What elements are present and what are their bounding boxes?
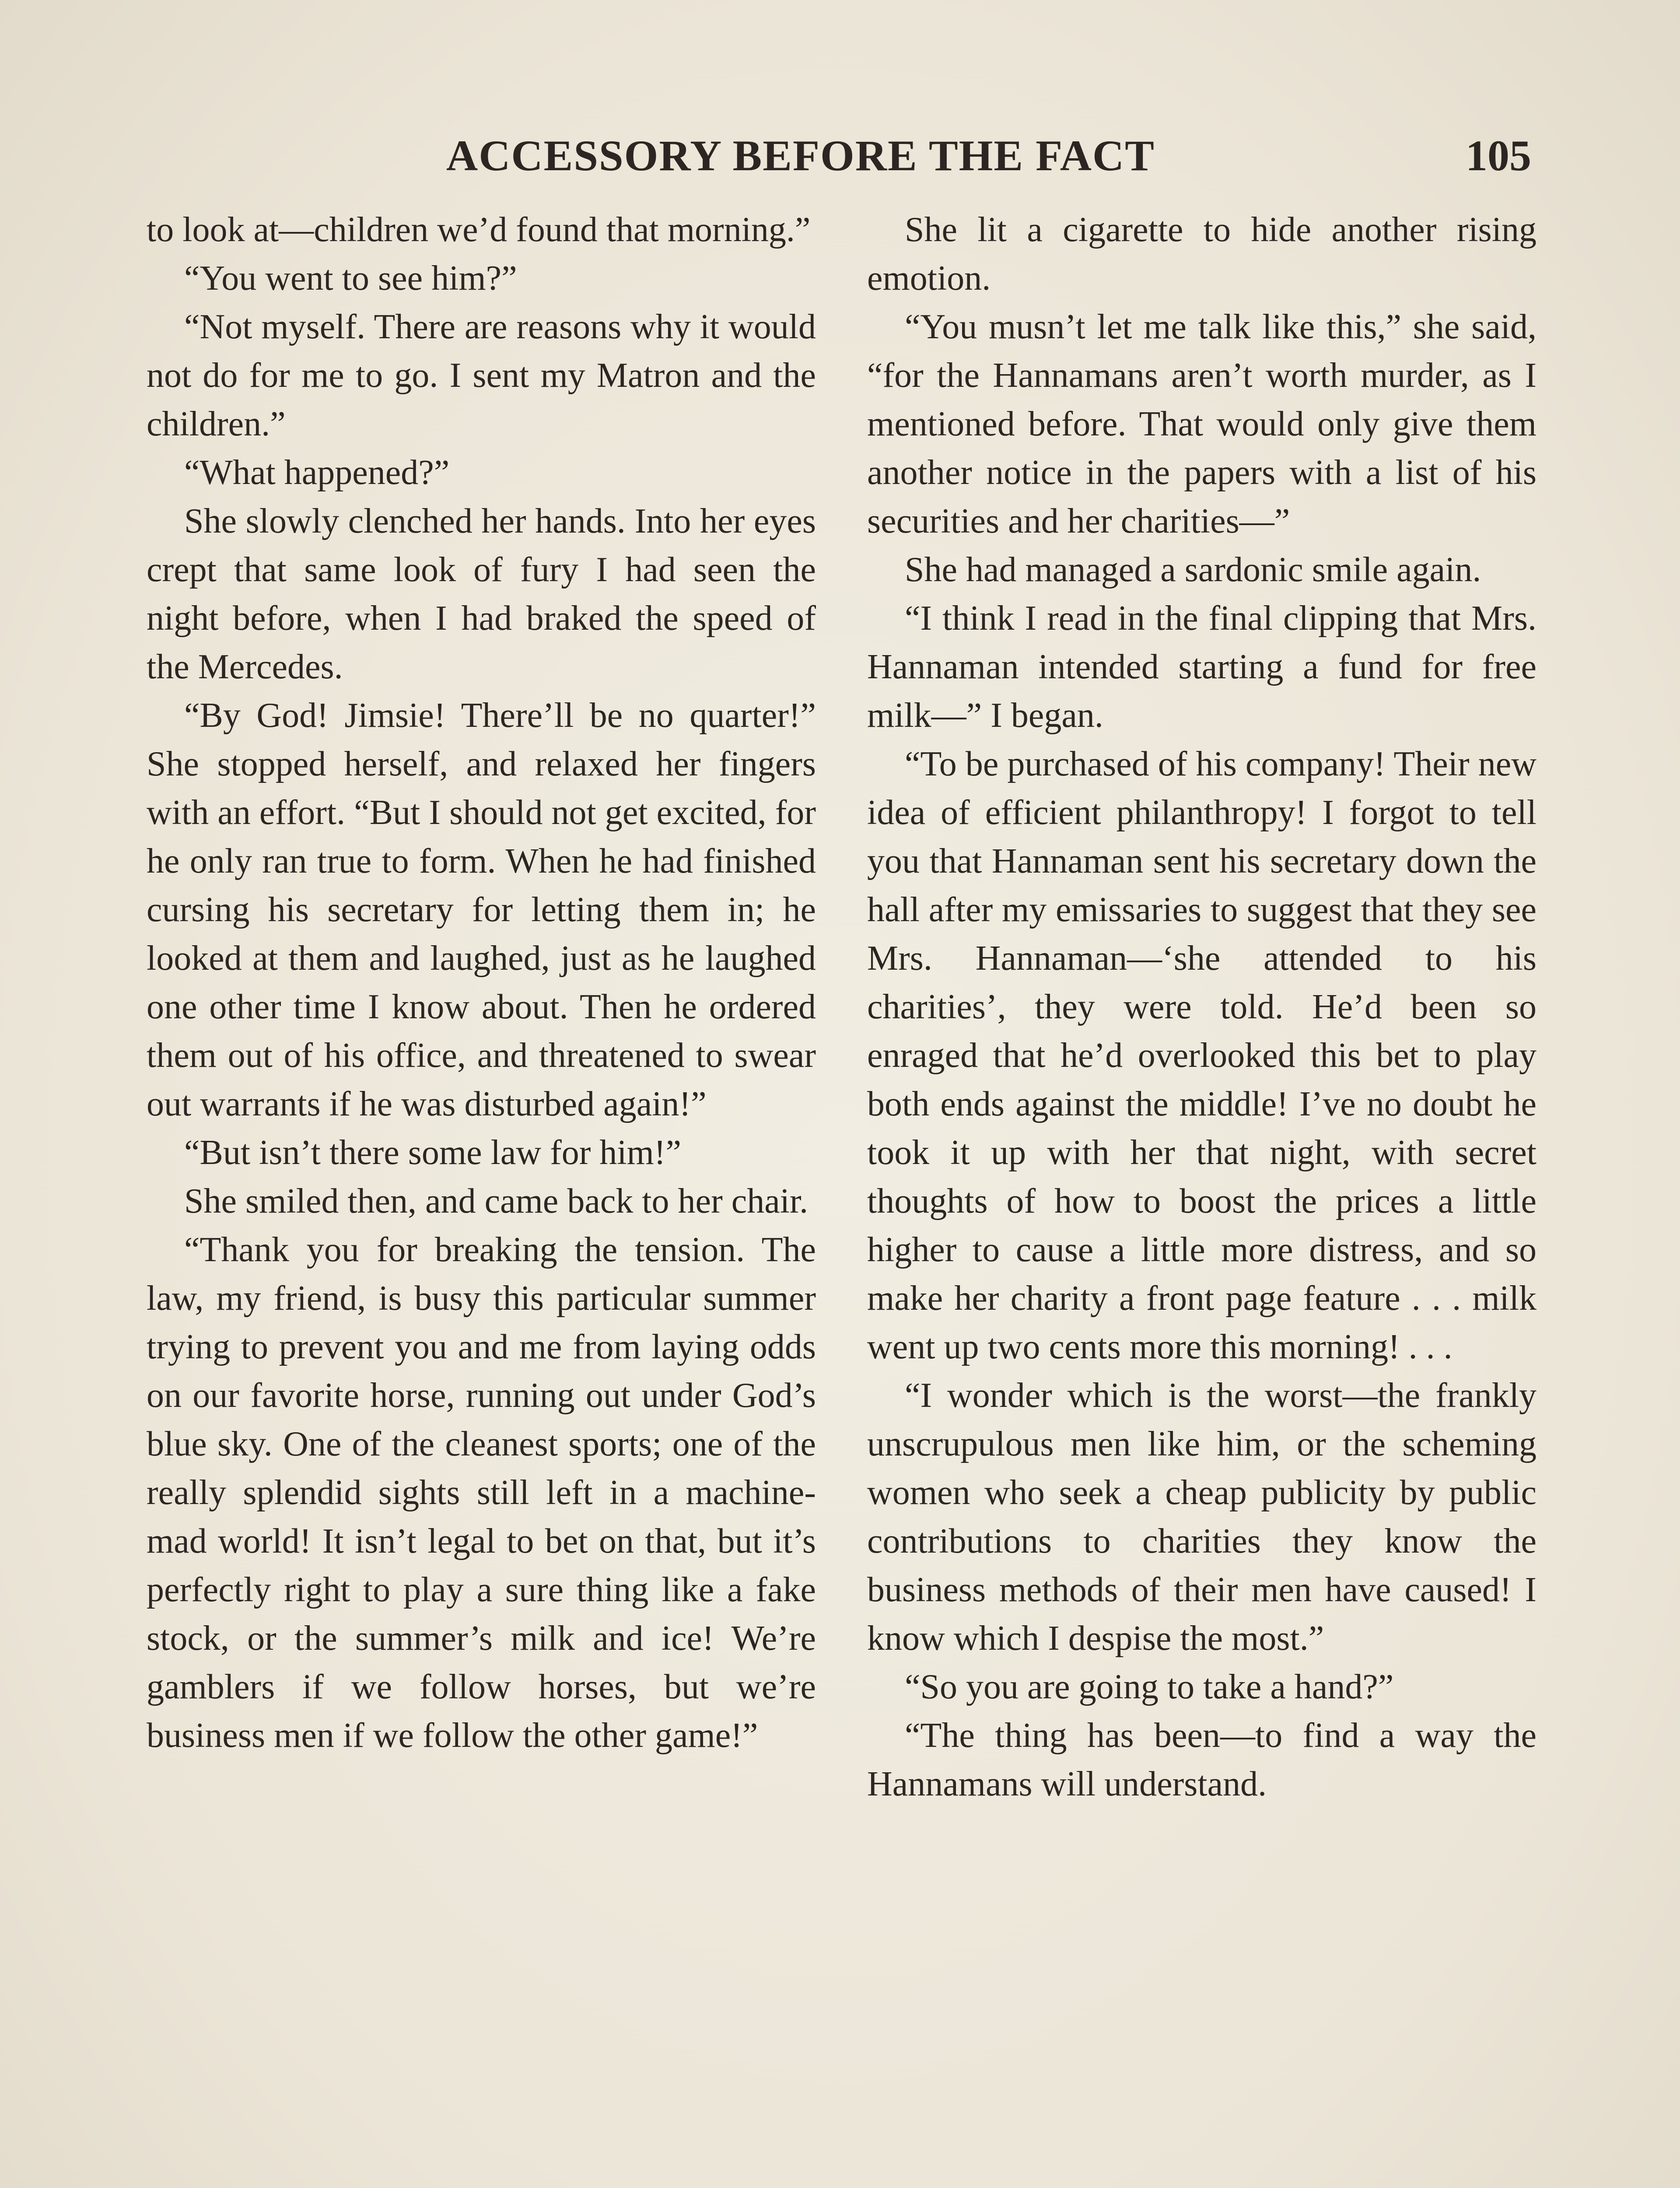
paragraph: She had managed a sardonic smile again. (905, 551, 1481, 589)
paragraph: “You went to see him?” (184, 259, 517, 298)
paragraph: “So you are going to take a hand?” (905, 1668, 1394, 1706)
right-column (867, 206, 1536, 1809)
paragraph: She slowly clenched her hands. Into her eyes crept that same look of fury I had seen the night before, when I had braked the speed of the Mercedes. (147, 502, 816, 686)
paragraph: “What happened?” (184, 453, 450, 492)
paragraph: “Not myself. There are reasons why it would not do for me to go. I sent my Matron and the children.” (147, 308, 816, 443)
paragraph: “Thank you for breaking the tension. The law, my friend, is busy this particular summer trying to prevent you and me from laying odds on our favorite horse, running out under God’s blue sky. One of the cleanest sports; one of the really splendid sights still left in a machine-mad world! It isn’t legal to bet on that, but it’s perfectly right to play a sure thing like a fake stock, or the summer’s milk and ice! We’re gamblers if we follow horses, but we’re business men if we follow the other game!” (147, 1231, 816, 1755)
paragraph: She lit a cigarette to hide another rising emotion. (867, 210, 1536, 298)
paragraph: “By God! Jimsie! There’ll be no quarter!” She stopped herself, and relaxed her fingers with an effort. “But I should not get excited, for he only ran true to form. When he had finished cursing his secretary for letting them in; he looked at them and laughed, just as he laughed one other time I know about. Then he ordered them out of his office, and threatened to swear out warrants if he was disturbed again!” (147, 696, 816, 1123)
paragraph: to look at—children we’d found that morning.” (147, 210, 811, 249)
page-number: 105 (1466, 131, 1531, 180)
paragraph: “I think I read in the final clipping that Mrs. Hannaman intended starting a fund for free milk—” I began. (867, 599, 1536, 735)
running-title: ACCESSORY BEFORE THE FACT (446, 131, 1155, 180)
paragraph: “You musn’t let me talk like this,” she said, “for the Hannamans aren’t worth murder, as I mentioned before. That would only give them another notice in the papers with a list of his securities and her charities—” (867, 308, 1536, 540)
paragraph: “But isn’t there some law for him!” (184, 1133, 682, 1172)
paragraph: She smiled then, and came back to her chair. (184, 1182, 808, 1220)
paragraph: “The thing has been—to find a way the Hannamans will understand. (867, 1716, 1536, 1803)
left-column (147, 206, 816, 1760)
paragraph: “To be purchased of his company! Their new idea of efficient philanthropy! I forgot to tell you that Hannaman sent his secretary down the hall after my emissaries to suggest that they see Mrs. Hannaman—‘she attended to his charities’, they were told. He’d been so enraged that he’d overlooked this bet to play both ends against the middle! I’ve no doubt he took it up with her that night, with secret thoughts of how to boost the prices a little higher to cause a little more distress, and so make her charity a front page feature . . . milk went up two cents more this morning! . . . (867, 745, 1536, 1366)
page-header (144, 130, 1531, 183)
paragraph: “I wonder which is the worst—the frankly unscrupulous men like him, or the scheming women who seek a cheap publicity by public contributions to charities they know the business methods of their men have caused! I know which I despise the most.” (867, 1376, 1536, 1658)
